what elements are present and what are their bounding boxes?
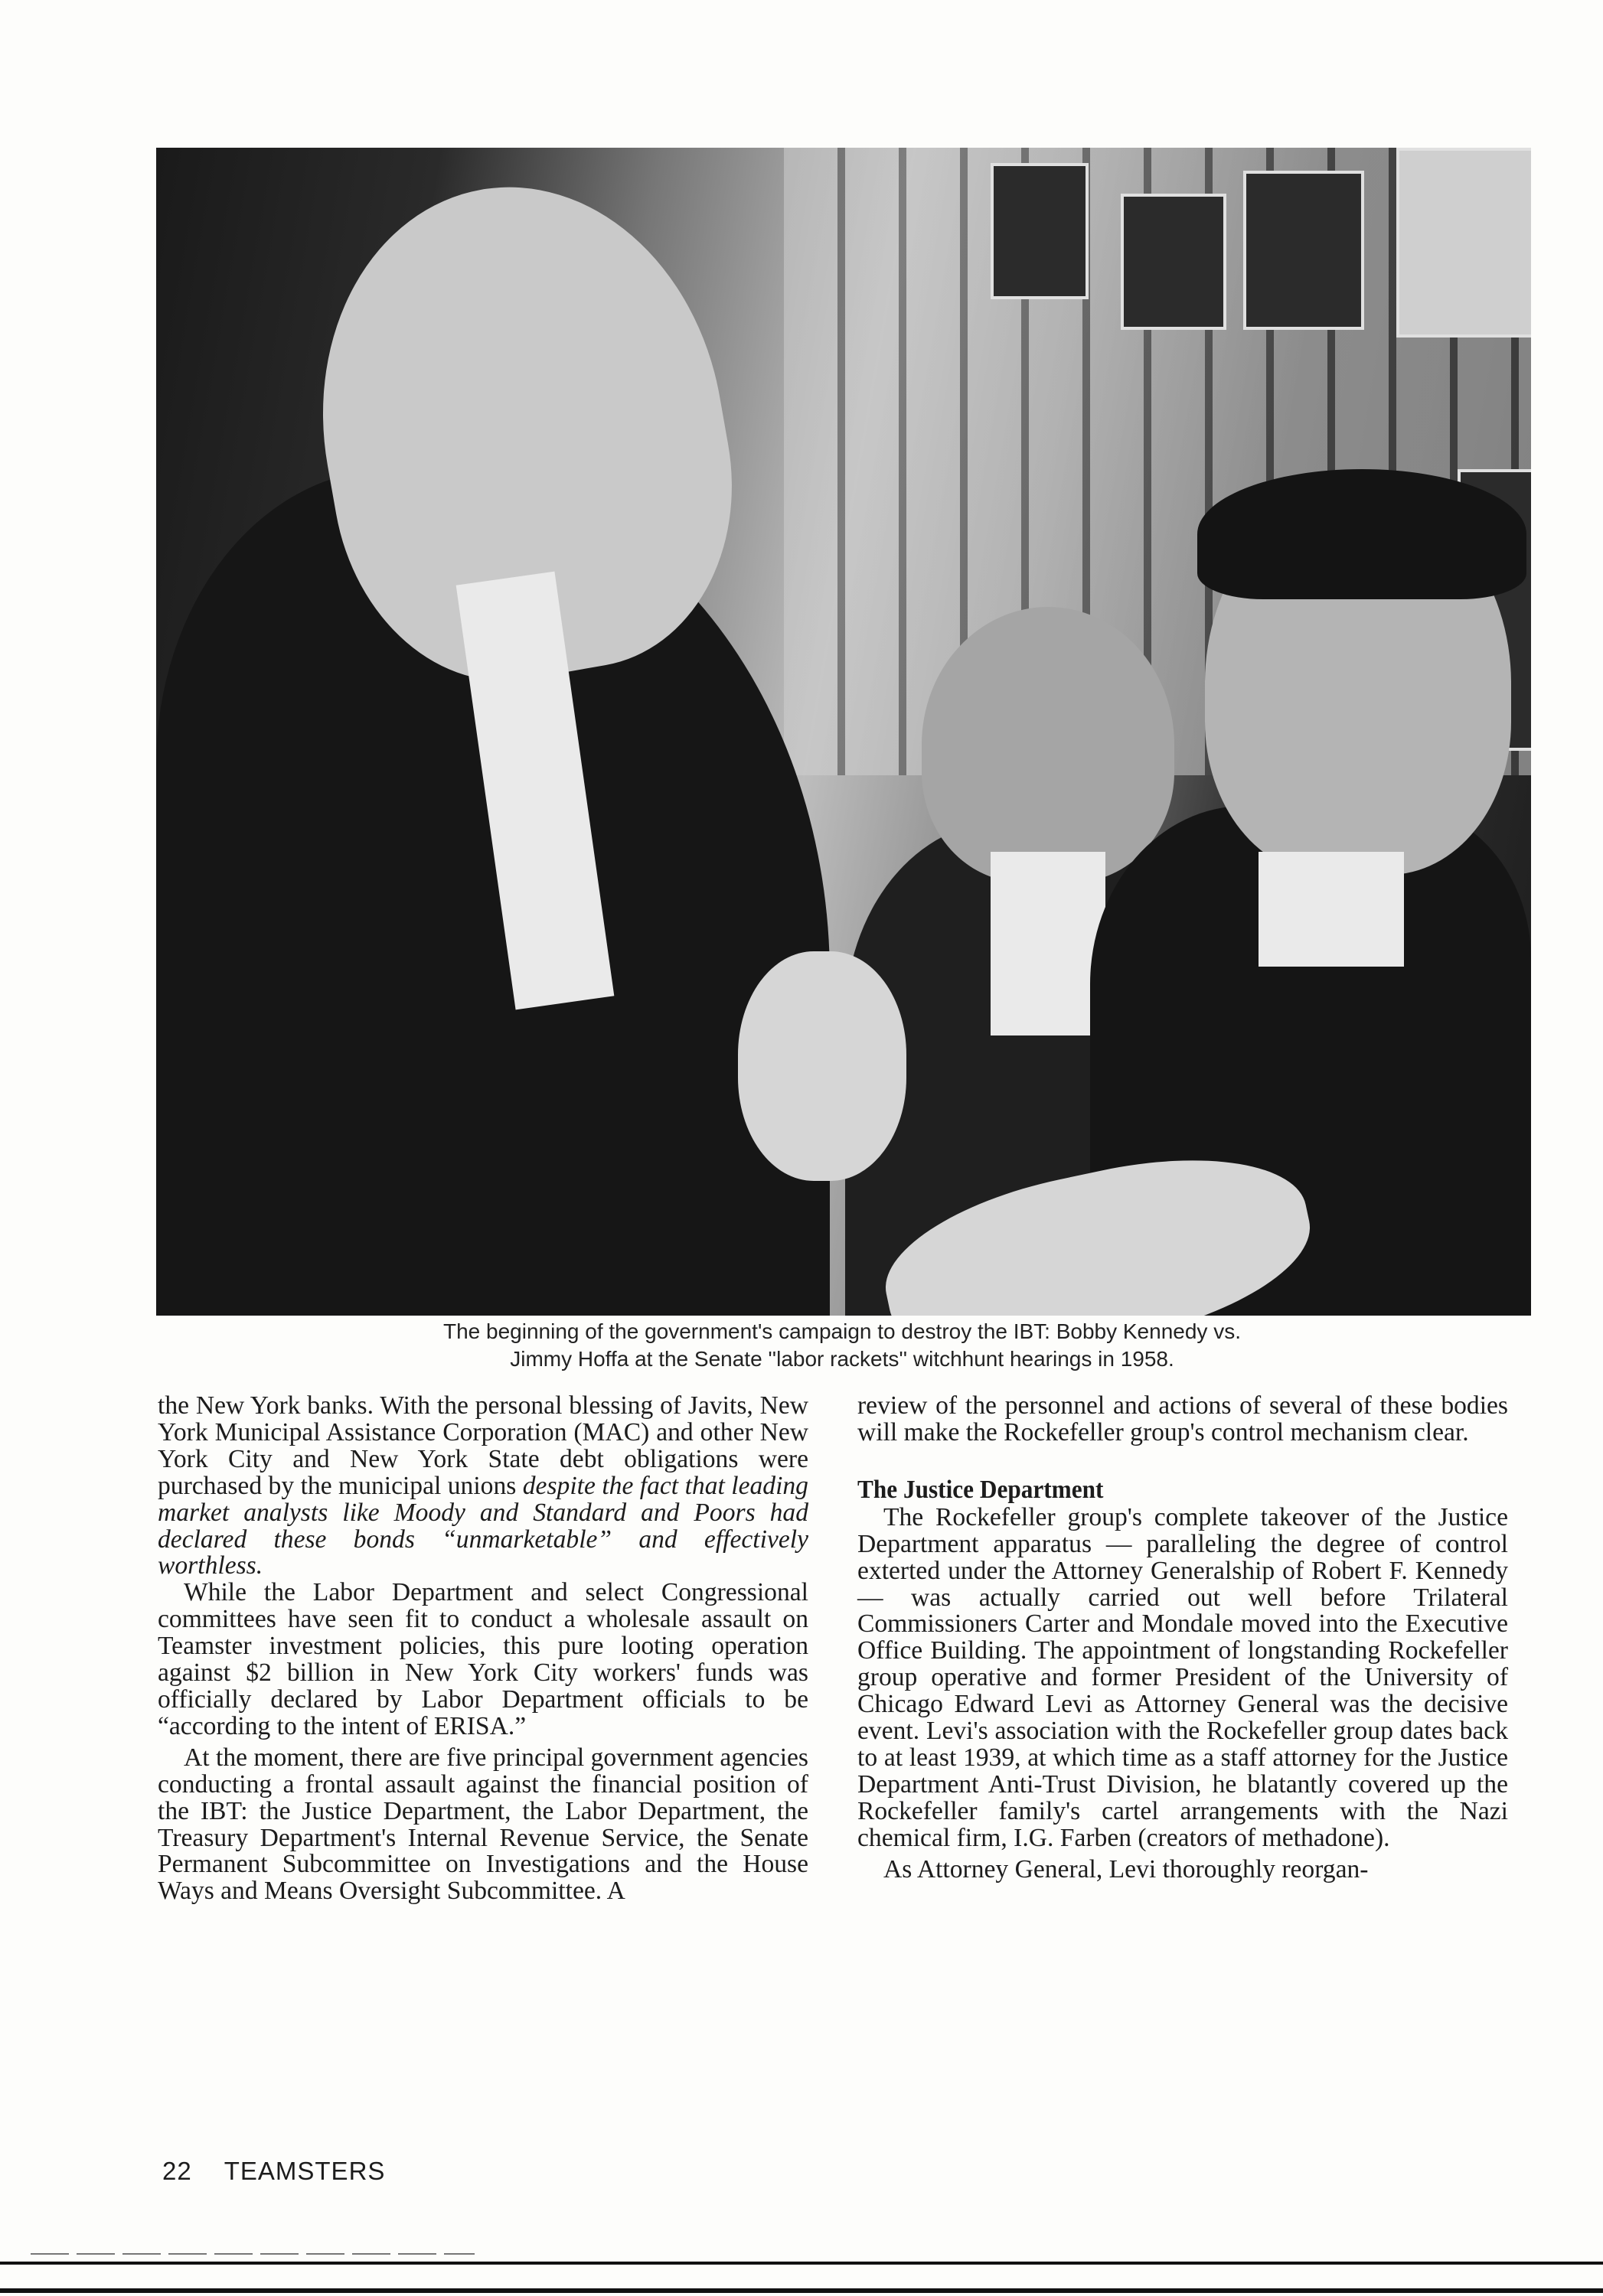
- left-paragraph-1: [158, 1393, 808, 1580]
- hearing-photo: [156, 148, 1531, 1316]
- left-paragraph-3: At the moment, there are five principal government agencies conducting a frontal assault against the financial position of the IBT: the Justice Department, the Labor Department, the Treasury Department's Internal Revenue Service, the Senate Permanent Subcommittee on Investigations and the House Ways and Means Oversight Subcommittee. A: [158, 1743, 808, 1906]
- photo-figure-hoffa-hair: [1197, 469, 1526, 599]
- right-paragraph-2: The Rockefeller group's complete takeover of the Justice Department apparatus — paralleling the degree of control exterted under the Attorney Generalship of Robert F. Kennedy — was actually carried out well before Trilateral Commissioners Carter and Mondale moved into the Executive Office Building. The appointment of longstanding Rockefeller group operative and former President of the University of Chicago Edward Levi as Attorney General was the decisive event. Levi's association with the Rockefeller group dates back to at least 1939, at which time as a staff attorney for the Justice Department Anti-Trust Division, he blatantly covered up the Rockefeller family's cartel arrangements with the Nazi chemical firm, I.G. Farben (creators of methadone).: [857, 1502, 1508, 1852]
- page-footer: [162, 2157, 417, 2186]
- left-paragraph-1-text: the New York banks. With the personal blessing of Javits, New York Municipal Assistance Corporation (MAC) and other New York City and New York State debt obligations were purchased by the municipal unions: [158, 1391, 808, 1500]
- left-paragraph-1-italic: despite the fact that leading market analysts like Moody and Standard and Poors had declared these bonds “unmarketable” and effectively worthless.: [158, 1471, 808, 1580]
- section-heading: The Justice Department: [857, 1475, 1104, 1504]
- photo-caption-line-1: The beginning of the government's campaign to destroy the IBT: Bobby Kennedy vs.: [443, 1319, 1241, 1343]
- photo-poster: [1396, 148, 1531, 338]
- photo-poster: [991, 163, 1089, 299]
- publication-name: TEAMSTERS: [224, 2157, 386, 2185]
- right-paragraph-3: As Attorney General, Levi thoroughly reorgan-: [883, 1854, 1369, 1883]
- right-paragraph-1: review of the personnel and actions of several of these bodies will make the Rockefeller group's control mechanism clear.: [857, 1391, 1508, 1446]
- page-number: 22: [162, 2157, 192, 2185]
- photo-poster: [1121, 194, 1226, 330]
- bottom-rule: [0, 2288, 1603, 2293]
- right-column: [857, 1393, 1508, 1883]
- photo-thumbs-up-hand: [738, 951, 906, 1181]
- photo-caption-line-2: Jimmy Hoffa at the Senate ''labor rackets'' witchhunt hearings in 1958.: [510, 1347, 1174, 1371]
- photo-poster: [1243, 171, 1364, 330]
- left-column: [158, 1393, 808, 1905]
- bottom-rule: [0, 2262, 1603, 2265]
- photo-shirt: [1259, 852, 1404, 967]
- scan-artifact-line: [31, 2253, 475, 2255]
- photo-figure-center-head: [922, 607, 1174, 882]
- left-paragraph-2: While the Labor Department and select Congressional committees have seen fit to conduct a wholesale assault on Teamster investment policies, this pure looting operation against $2 billion in New York City workers' funds was officially declared by Labor Department officials to be “according to the intent of ERISA.”: [158, 1578, 808, 1740]
- photo-shirt: [991, 852, 1105, 1035]
